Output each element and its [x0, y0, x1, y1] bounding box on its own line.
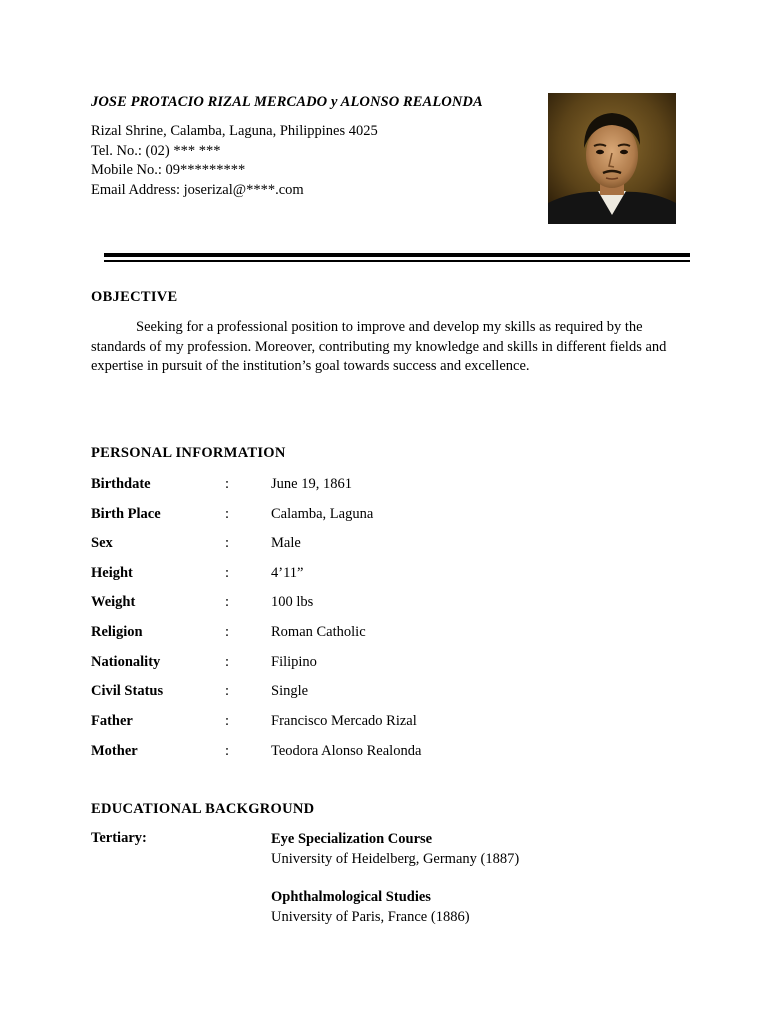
education-heading: EDUCATIONAL BACKGROUND: [91, 801, 315, 817]
info-label: Birth Place: [91, 506, 161, 522]
course-name: Eye Specialization Course: [271, 831, 433, 847]
info-row-mother: [91, 743, 691, 763]
info-label: Height: [91, 565, 133, 581]
info-label: Father: [91, 713, 133, 729]
info-separator: :: [225, 594, 230, 610]
info-label: Birthdate: [91, 476, 151, 492]
education-item: [271, 888, 470, 927]
info-label: Nationality: [91, 654, 161, 670]
info-label: Religion: [91, 624, 143, 640]
info-separator: :: [225, 476, 230, 492]
info-value: Male: [271, 535, 301, 551]
info-row-birth-place: [91, 506, 691, 526]
education-item: [271, 830, 519, 869]
tertiary-label: Tertiary:: [91, 830, 147, 846]
info-separator: :: [225, 506, 230, 522]
info-value: 4’11”: [271, 565, 304, 581]
info-row-father: [91, 713, 691, 733]
school-name: University of Paris, France (1886): [271, 908, 470, 925]
info-row-weight: [91, 594, 691, 614]
school-name: University of Heidelberg, Germany (1887): [271, 850, 520, 867]
info-row-birthdate: [91, 476, 691, 496]
info-separator: :: [225, 535, 230, 551]
address-line: Rizal Shrine, Calamba, Laguna, Philippines 4025: [91, 123, 378, 139]
info-label: Civil Status: [91, 683, 164, 699]
telephone-line: Tel. No.: (02) *** ***: [91, 142, 221, 159]
info-value: Calamba, Laguna: [271, 506, 374, 522]
info-row-height: [91, 565, 691, 585]
portrait-photo: [548, 93, 676, 224]
objective-text: Seeking for a professional position to improve and develop my skills as required by the standards of my profession. Moreover, contributing my knowledge and skills in different fields and expertise in pursuit of the institution’s goal towards success and excellence.: [91, 319, 667, 374]
personal-info-heading: PERSONAL INFORMATION: [91, 445, 286, 461]
email-line: Email Address: joserizal@****.com: [91, 181, 304, 198]
info-value: June 19, 1861: [271, 476, 352, 492]
mobile-line: Mobile No.: 09*********: [91, 162, 246, 178]
info-value: Single: [271, 683, 309, 699]
contact-block: [91, 122, 378, 200]
info-separator: :: [225, 743, 230, 759]
course-name: Ophthalmological Studies: [271, 889, 431, 905]
info-row-sex: [91, 535, 691, 555]
info-value: Teodora Alonso Realonda: [271, 743, 422, 759]
info-separator: :: [225, 565, 230, 581]
header-divider-thick: [104, 253, 690, 257]
info-label: Mother: [91, 743, 138, 759]
info-value: Filipino: [271, 654, 317, 670]
info-separator: :: [225, 624, 230, 640]
info-separator: :: [225, 713, 230, 729]
info-value: Roman Catholic: [271, 624, 366, 640]
info-separator: :: [225, 654, 230, 670]
info-row-religion: [91, 624, 691, 644]
info-separator: :: [225, 683, 230, 699]
objective-heading: OBJECTIVE: [91, 289, 178, 305]
info-label: Sex: [91, 535, 113, 551]
info-row-nationality: [91, 654, 691, 674]
info-value: Francisco Mercado Rizal: [271, 713, 417, 729]
info-label: Weight: [91, 594, 136, 610]
applicant-name: JOSE PROTACIO RIZAL MERCADO y ALONSO REALONDA: [91, 94, 483, 110]
header-divider-thin: [104, 260, 690, 262]
info-value: 100 lbs: [271, 594, 314, 610]
info-row-civil-status: [91, 683, 691, 703]
